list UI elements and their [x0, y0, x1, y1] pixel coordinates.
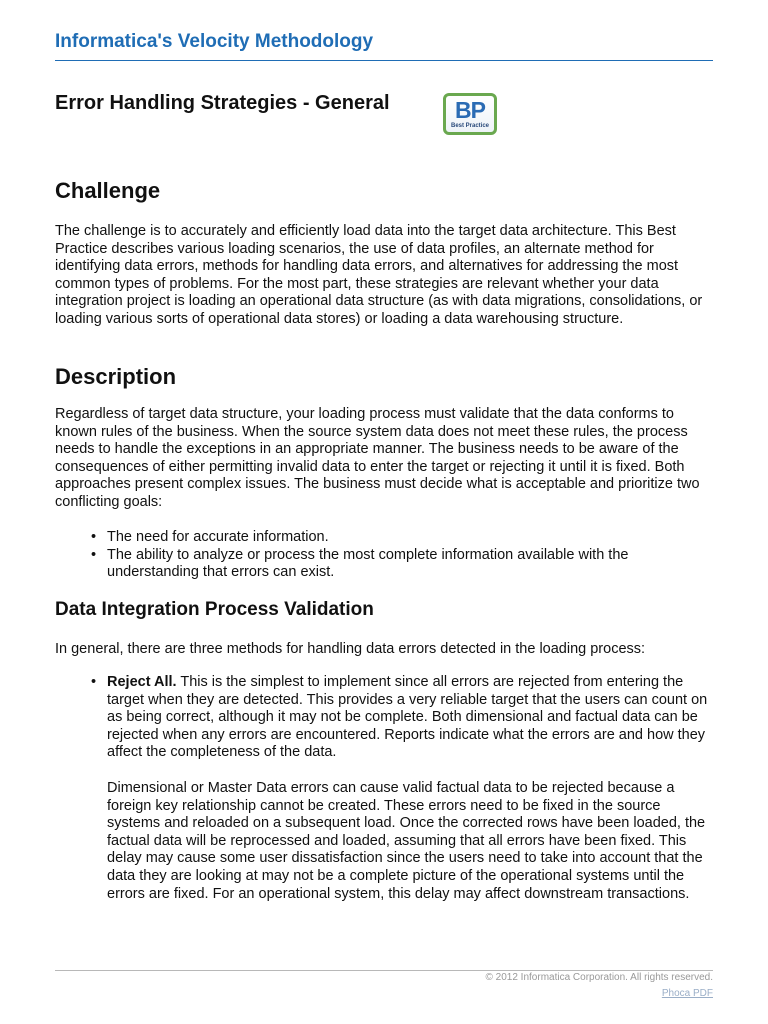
reject-all-followup: Dimensional or Master Data errors can cause valid factual data to be rejected because a foreign key relationship cannot be created. These errors need to be fixed in the source systems and reloaded on a subsequent load. Once the corrected rows have been loaded, the factual data will be reprocessed and loaded, assuming that all errors have been fixed. This delay may cause some user dissatisfaction since the users need to take into account that the data they are looking at may not be a complete picture of the operational systems until the errors are fixed. For an operational system, this delay may affect downstream transactions. — [107, 780, 706, 902]
badge-caption: Best Practice — [450, 123, 490, 129]
phoca-pdf-link[interactable]: Phoca PDF — [661, 988, 713, 999]
validation-heading: Data Integration Process Validation — [55, 599, 374, 620]
list-item — [55, 529, 715, 547]
validation-intro: In general, there are three methods for handling data errors detected in the loading process: — [55, 641, 646, 657]
description-paragraph: Regardless of target data structure, your loading process must validate that the data conforms to known rules of the business. When the source system data does not meet these rules, the process needs to handle the exceptions in an appropriate manner. The business needs to be aware of the consequences of either permitting invalid data to enter the target or rejecting it until it is fixed. Both approaches present complex issues. The business must decide what is acceptable and prioritize two conflicting goals: — [55, 406, 700, 510]
challenge-paragraph: The challenge is to accurately and efficiently load data into the target data architecture. This Best Practice describes various loading scenarios, the use of data profiles, an alternate method for identifying data errors, methods for handling data errors, and alternatives for addressing the most common types of problems. For the most part, these strategies are relevant whether your data integration project is loading an operational data structure (as with data migrations, consolidations, or loading various sorts of operational data stores) or loading a data warehousing structure. — [55, 223, 703, 327]
description-bullet-list — [55, 529, 715, 582]
bullet-icon: • — [91, 546, 97, 563]
header-divider — [55, 60, 713, 61]
list-item — [55, 547, 715, 582]
footer-divider — [55, 970, 713, 971]
header-title: Informatica's Velocity Methodology — [55, 31, 374, 52]
reject-all-text: This is the simplest to implement since all errors are rejected from entering the target when they are detected. This provides a very reliable target that the users can count on as being correct, although it may not be complete. Both dimensional and factual data can be rejected when any errors are encountered. Reports indicate what the errors are and how they affect the completeness of the data. — [107, 674, 708, 761]
document-title: Error Handling Strategies - General — [55, 92, 390, 114]
list-item — [55, 674, 715, 762]
challenge-heading: Challenge — [55, 178, 161, 203]
bullet-text: The ability to analyze or process the most complete information available with the understanding that errors can exist. — [107, 546, 629, 581]
best-practice-badge-icon — [443, 93, 497, 135]
badge-letters: BP — [455, 97, 485, 123]
reject-all-label: Reject All. — [107, 674, 177, 690]
bullet-text: The need for accurate information. — [107, 529, 329, 545]
footer-copyright: © 2012 Informatica Corporation. All rights reserved. — [485, 972, 713, 983]
validation-method-list — [55, 674, 715, 762]
description-heading: Description — [55, 364, 177, 389]
bullet-icon: • — [91, 529, 97, 545]
bullet-icon: • — [91, 674, 97, 690]
